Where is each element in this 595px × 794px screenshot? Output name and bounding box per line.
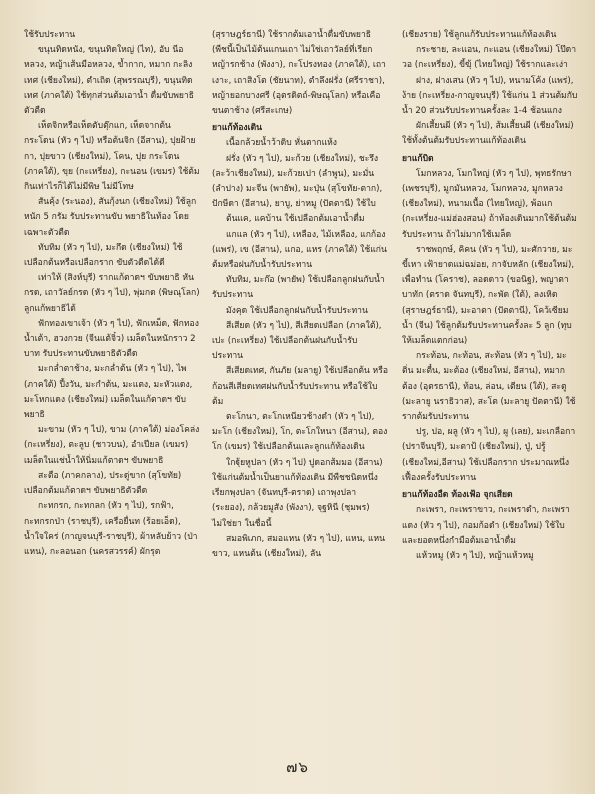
section-heading: ยาแก้บิด — [402, 153, 434, 164]
column-middle — [212, 28, 388, 562]
paragraph: ใกฐุ้ยหูปลา (หัว ๆ ไป) ปูดอกส้มมอ (อีสาน) ใช้แก่นต้มน้ำเป็นยาแก้ท้องเดิน มีพืชชนิดหนึ่ง เรียกพุงปลา (จันทบุรี-ตราด) เถาพุงปลา (ระยอง), กล้วยมูสัง (พังงา), จุฐหินี (ชุมพร) ไม่ใช่ยา ในชื่อนี้ — [212, 457, 383, 529]
paragraph: ฝรั่ง (หัว ๆ ไป), มะก้วย (เชียงใหม่), ชะรึง (ละว้าเชียงใหม่), มะก้วยเปา (ลำพูน), มะมั่น (ลำปาง) มะจีน (พายัพ), มะปุ่น (สุโขทัย-ตาก), ปักษีดา (อีสาน), ยาบู, ย่าหมู (ปัตตานี) ใช้ใบ — [212, 153, 383, 210]
paragraph: กะทกรก, กะทกลก (หัว ๆ ไป), รกฟ้า, กะทกรกป่า (ราชบุรี), เครือยื่นท (ร้อยเอ็ด), น้ำใจใคร่ (กาญจนบุรี-ราชบุรี), ผ้าหลับย้าว (ป่าแหน), กะลอนอก (นครสวรรค์) ผักรุต — [24, 501, 198, 557]
paragraph: สมอพิเภก, สมอแหน (หัว ๆ ไป), แหน, แหนขาว, แหนต้น (เชียงใหม่), ลัน — [212, 533, 386, 559]
paragraph: มังคุด ใช้เปลือกลูกฝนกับน้ำรับประทาน — [226, 305, 368, 316]
paragraph: กระชาย, ละแอน, กะแอน (เชียงใหม่) โป๊ดาวอ (กะเหรี่ยง), ขี้ฆุ้ (ไทยใหญ่) ใช้รากและเง่า — [402, 45, 577, 71]
paragraph: ต้นแค, แคบ้าน ใช้เปลือกต้มเอาน้ำดื่ม — [226, 214, 365, 225]
paragraph: (สุราษฎร์ธานี) ใช้รากต้มเอาน้ำดื่มขับพยาธิ — [212, 30, 372, 40]
paragraph: แห้วหมู (หัว ๆ ไป), หญ้าแห้วหมู — [416, 550, 534, 561]
page-number: ๗๖ — [286, 758, 309, 776]
paragraph: สันคุ้ง (ระนอง), สันกุ้งนก (เชียงใหม่) ใช้ลูกหนัก 5 กรัม รับประทานขับ พยาธิในท้อง โดยเฉพาะตัวตืด — [24, 197, 197, 238]
paragraph: สีเสียด (หัว ๆ ไป), สีเสียดเปลือก (ภาคใต้), เปะ (กะเหรี่ยง) ใช้เปลือกต้นฝนกับน้ำรับประทาน — [212, 320, 382, 362]
paragraph: มะขาม (หัว ๆ ไป), ขาม (ภาคใต้) ม่องโคล่ง (กะเหรี่ยง), ตะลูบ (ชาวบน), อำเปียล (เขมร) เมล็ดในแช่น้ำให้นิ่มแก้ตาดฯ ขับพยาธิ — [24, 425, 200, 466]
paragraph: ผักเสี้ยนผี (หัว ๆ ไป), ส้มเสี้ยนผี (เชียงใหม่) ใช้ทั้งต้นต้มรับประทานแก้ท้องเดิน — [402, 121, 574, 147]
paragraph: (พืชนี้เป็นไม้ต้นแกนเถา ไม่ใช่เถาวัลย์ที่เรียก หญ้ารกช้าง (พังงา), กะโปรงทอง (ภาคใต้), เถาเงาะ, เถาสิงโต (ชัยนาท), ตำลึงฝรั่ง (ศรีราชา), หญ้ายอกบางศรี (อุตรดิตถ์-พิษณุโลก) หรือเคือขนตาช้าง (ศรีสะเกษ) — [212, 45, 386, 117]
section-heading: ยาแก้ท้องอืด ท้องเฟ้อ จุกเสียด — [402, 490, 513, 501]
paragraph: กระท้อน, กะท้อน, สะท้อน (หัว ๆ ไป), มะติ่น มะตื๋น, มะต้อง (เชียงใหม่, อีสาน), หมากต้อง (อุตรธานี), ท้อน, ล่อน, เตียน (ใต้), สะตู (มะลายู นราธิวาส), สะโต (มะลายู ปัตตานี) ใช้รากต้มรับประทาน — [402, 351, 576, 423]
paragraph: ตะโกนา, ตะโกเหนียวช้างดำ (หัว ๆ ไป), มะโก (เชียงใหม่), โก, ตะโกใหนา (อีสาน), ตองโก (เขมร) ใช้เปลือกต้นและลูกแก้ท้องเดิน — [212, 412, 388, 453]
paragraph: กะเพรา, กะเพราขาว, กะเพราดำ, กะเพราแดง (หัว ๆ ไป), กอมก้อดำ (เชียงใหม่) ใช้ใบและยอดหนึ่งกำมือต้มเอาน้ำดื่ม — [402, 505, 570, 546]
paragraph: สีเสียดเทศ, กันภัย (มลายู) ใช้เปลือกต้น หรือก้อนสีเสียดเทศฝนกับน้ำรับประทาน หรือใช้ใบต้ม — [212, 366, 388, 407]
paragraph: ปรู, ปอ, ผลู (หัว ๆ ไป), ผู (เลย), มะเกลือกา (ปราจีนบุรี), มะตาป้ (เชียงใหม่), ปู่, ปรู้ (เชียงใหม่,อีสาน) ใช้เปลือกราก ประมาณหนึ่งเฟื้องครั้งรับประทาน — [402, 427, 576, 483]
paragraph: สะตือ (ภาคกลาง), ประดู่ขาก (สุโขทัย) เปลือกต้มแก้ตาดฯ ขับพยาธิตัวตืด — [24, 470, 182, 497]
paragraph: (เชียงราย) ใช้ลูกแก้รับประทานแก้ท้องเดิน — [402, 30, 557, 40]
paragraph: เห็ดจิกหรือเห็ดตับตุ๊กแก, เห็ดจากต้น กระโดน (หัว ๆ ไป) หรือต้นจิก (อีสาน), ปุยฝ้ายกา, ปุยขาว (เชียงใหม่), โคน, ปุย กระโดน (ภาคใต้), ขุย (กะเหรี่ยง), กะนอน (เขมร) ใช้ต้มกินเท่าไรก็ได้ไม่มีพิษ ไม่มีโทษ — [24, 121, 200, 193]
paragraph: มะกล่ำตาช้าง, มะกล่ำต้น (หัว ๆ ไป), ไพ (ภาคใต้) ปี้งวัน, มะกำต้น, มะแตง, มะหัวแดง, มะโหกแดง (เชียงใหม่) เมล็ดในแก้ตาดฯ ขับพยาธิ — [24, 364, 193, 421]
paragraph: แกแล (หัว ๆ ไป), เหลือง, ไม้เหลือง, แกก้อง (แพร่), เข (อีสาน), แกอ, แหร (ภาคใต้) ใช้แก่นต้มหรือฝนกับน้ำรับประทาน — [212, 229, 387, 271]
paragraph: เนื้อกล้วยน้ำว้าดิบ หั่นตากแห้ง — [226, 138, 337, 149]
section-heading: ยาแก้ท้องเดิน — [212, 123, 263, 134]
paragraph: ราชพฤกษ์, คิคน (หัว ๆ ไป), มะศักวาย, มะขี้เหา เฟ้ายาดแม่ฉม่อย, กาจับหลัก (เชียงใหม่), เพื่อทำน (โคราช), ลอดดาว (ขอนิฐ), พญาตาบาทัก (ตราด จันทบุรี), กะพัด (ใต้), ลงเหิด (สุราษฎร์ธานี), มะอาตา (ปัตตานี), โคว้เซียมน้ำ (จีน) ใช้ลูกต้มรับประทานครั้งละ 5 ลูก (ทุบให้เมล็ดแตกก่อน) — [402, 244, 575, 347]
paragraph: ทับทิม, มะก๊อ (พายัพ) ใช้เปลือกลูกฝนกับน้ำรับประทาน — [212, 275, 385, 301]
paragraph: เท่าให้ (สิงห์บุรี) รากแก้ตาดฯ ขับพยาธิ หันกรด, เถาวัลย์กรด (หัว ๆ ไป), พุ่มกด (พิษณุโลก) ลูกแก้พยาธิได้ — [24, 273, 200, 314]
column-left — [24, 28, 200, 560]
paragraph: โมกหลวง, โมกใหญ่ (หัว ๆ ไป), พุทธรักษา (เพชรบุรี), มูกมันหลวง, โมกหลวง, มูกหลวง (เชียงใหม่), หนามเนื้อ (ไทยใหญ่), พ้อแก (กะเหรี่ยง-แม่ฮ่องสอน) ถ้าท้องเดินมากใช้ต้นต้มรับประทาน ถ้าไม่มากใช้เมล็ด — [402, 168, 577, 240]
paragraph: ขนุนทิดหนัง, ขนุนทิดใหญ่ (ไท), อับ นีอหลวง, หญ้าเส้นมือหลวง, ข้ำกาก, หมาก กะลิงเทศ (เชียงใหม่), ตำเถิด (สุพรรณบุรี), ขนุนทิดเทศ (ภาคใต้) ใช้ทุกส่วนต้มเอาน้ำ ดื่มขับพยาธิตัวตืด — [24, 45, 195, 117]
paragraph: ทับทิม (หัว ๆ ไป), มะกึด (เชียงใหม่) ใช้เปลือกต้นหรือเปลือกราก ขับตัวตืดได้ดี — [24, 242, 183, 269]
column-right — [402, 28, 578, 564]
paragraph: ฝาง, ฝางเสน (หัว ๆ ไป), หนามโค้ง (แพร่), ง้าย (กะเหรี่ยง-กาญจนบุรี) ใช้แก่น 1 ส่วนต้มกับน้ำ 20 ส่วนรับประทานครั้งละ 1-4 ช้อนแกง — [402, 75, 578, 117]
paragraph: ใช้รับประทาน — [24, 30, 76, 40]
paragraph: ฟักทองเขาเจ้า (หัว ๆ ไป), ฟักเหม็ด, ฟักทองน้ำเต้า, ฮวงกวย (จีนแต้จิ๋ว) เมล็ดในหนักราว 2 บาท รับประทานขับพยาธิตัวตืด — [24, 318, 199, 360]
